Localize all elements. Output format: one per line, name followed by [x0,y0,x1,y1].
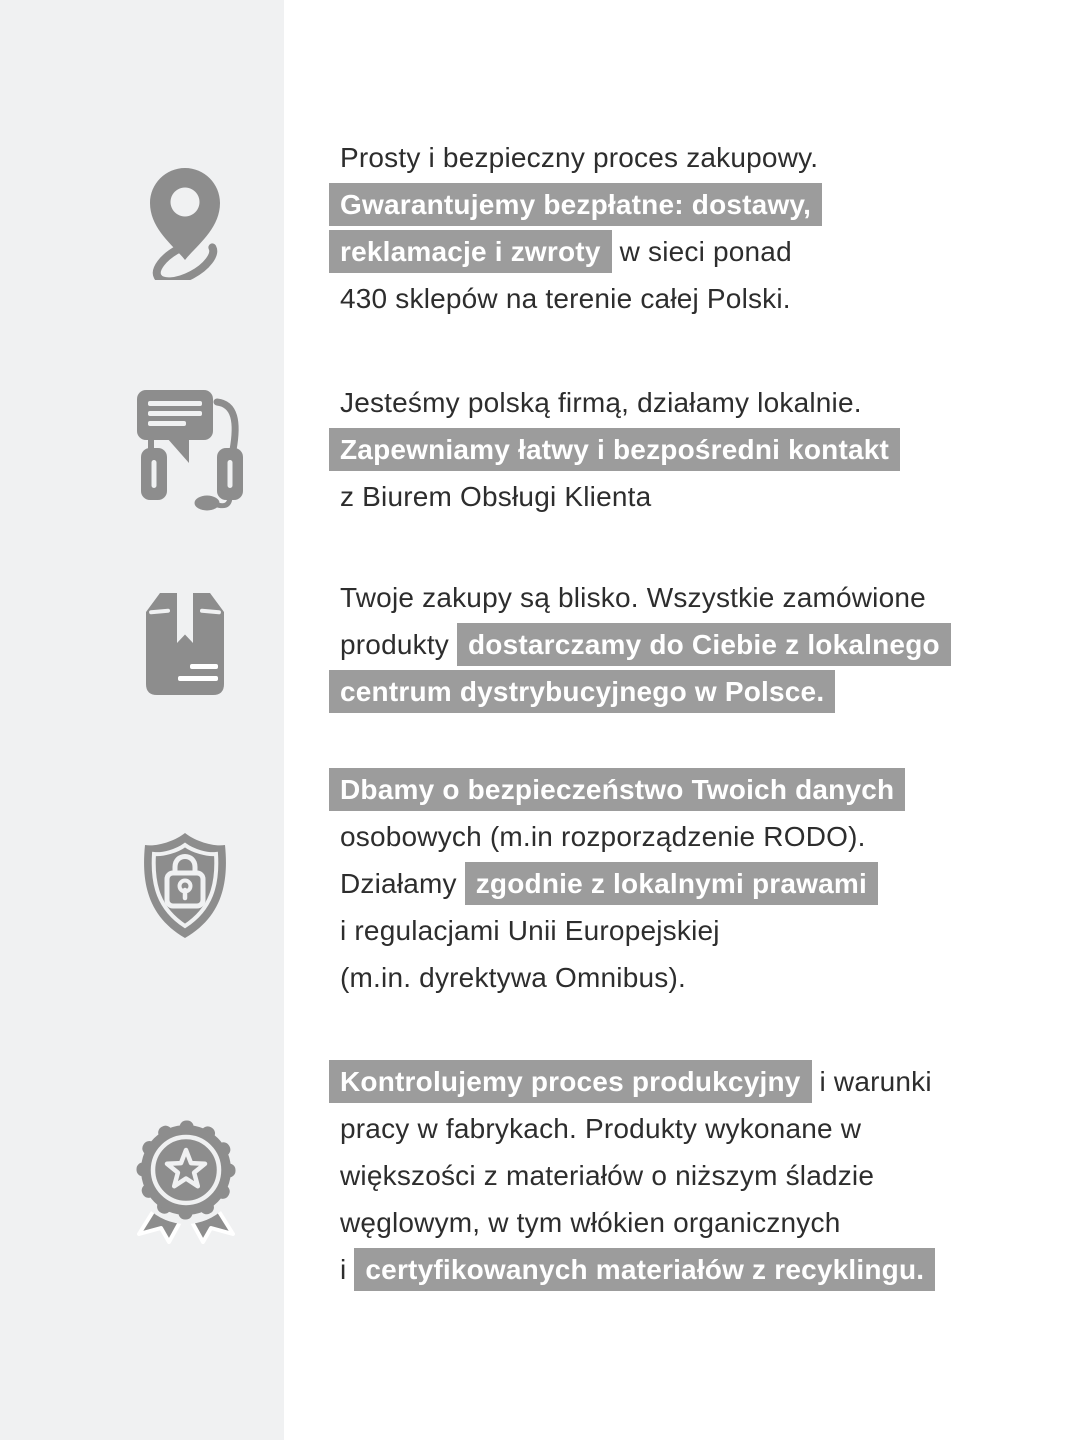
plain-text: (m.in. dyrektywa Omnibus). [340,961,686,993]
text-line [340,1246,935,1293]
plain-text: 430 sklepów na terenie całej Polski. [340,282,791,314]
text-line [340,813,905,860]
plain-text: i warunki [811,1065,932,1097]
plain-text: w sieci ponad [611,235,792,267]
text-line [340,954,905,1001]
text-line [340,668,951,715]
highlighted-text: reklamacje i zwroty [329,230,612,273]
plain-text: pracy w fabrykach. Produkty wykonane w [340,1112,862,1144]
text-line [340,1105,935,1152]
location-pin-icon [148,168,222,280]
section-delivery [340,574,951,715]
plain-text: większości z materiałów o niższym śladzie [340,1159,875,1191]
text-line [340,766,905,813]
award-badge-icon [133,1120,239,1244]
text-line [340,275,822,322]
text-line [340,473,900,520]
highlighted-text: Dbamy o bezpieczeństwo Twoich danych [329,768,905,811]
plain-text: z Biurem Obsługi Klienta [340,480,652,512]
plain-text: Twoje zakupy są blisko. Wszystkie zamówione [340,581,926,613]
text-line [340,379,900,426]
plain-text: Prosty i bezpieczny proces zakupowy. [340,141,819,173]
text-line [340,1058,935,1105]
text-line [340,228,822,275]
highlighted-text: centrum dystrybucyjnego w Polsce. [329,670,835,713]
text-line [340,621,951,668]
section-contact [340,379,900,520]
text-line [340,907,905,954]
text-line [340,860,905,907]
support-chat-headset-icon [137,386,243,512]
highlighted-text: zgodnie z lokalnymi prawami [465,862,878,905]
left-sidebar [0,0,284,1440]
plain-text: Jesteśmy polską firmą, działamy lokalnie. [340,386,862,418]
text-line [340,426,900,473]
highlighted-text: dostarczamy do Ciebie z lokalnego [457,623,951,666]
section-production [340,1058,935,1293]
shield-lock-icon [137,833,233,939]
text-line [340,134,822,181]
text-line [340,181,822,228]
section-stores [340,134,822,322]
plain-text: i [340,1253,355,1285]
plain-text: produkty [340,628,457,660]
highlighted-text: Kontrolujemy proces produkcyjny [329,1060,812,1103]
content-column [340,0,1040,1440]
plain-text: osobowych (m.in rozporządzenie RODO). [340,820,866,852]
text-line [340,1199,935,1246]
highlighted-text: certyfikowanych materiałów z recyklingu. [354,1248,935,1291]
text-line [340,574,951,621]
plain-text: i regulacjami Unii Europejskiej [340,914,720,946]
plain-text: węglowym, w tym włókien organicznych [340,1206,841,1238]
highlighted-text: Gwarantujemy bezpłatne: dostawy, [329,183,822,226]
highlighted-text: Zapewniamy łatwy i bezpośredni kontakt [329,428,900,471]
plain-text: Działamy [340,867,465,899]
section-data-security [340,766,905,1001]
package-box-icon [146,593,224,695]
text-line [340,1152,935,1199]
